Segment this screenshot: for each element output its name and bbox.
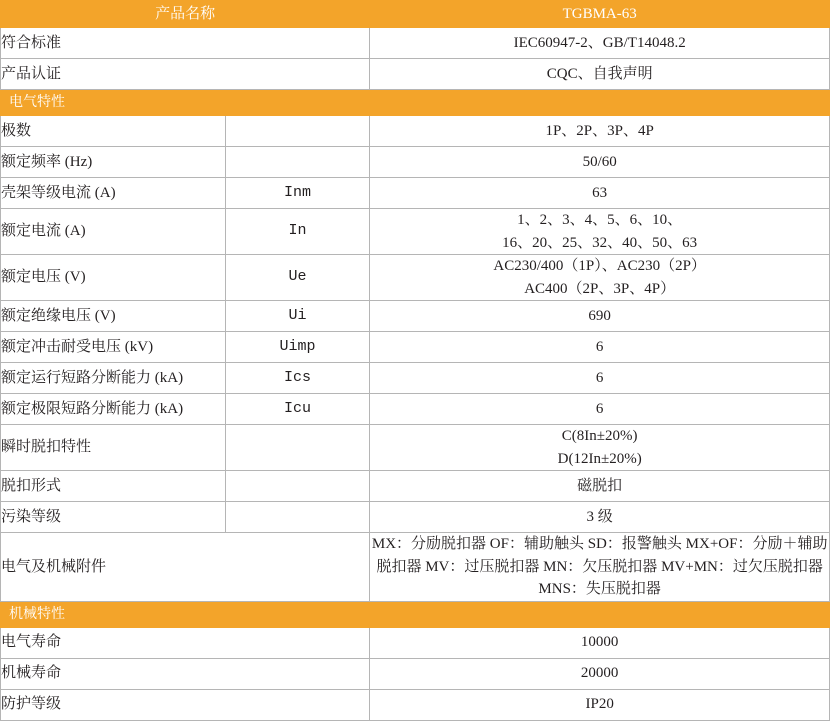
row-value: 20000 <box>370 658 830 689</box>
section-title: 机械特性 <box>1 601 830 627</box>
row-label: 额定电流 (A) <box>1 209 226 255</box>
row-symbol: Ue <box>225 255 370 301</box>
table-row <box>1 627 830 658</box>
row-value <box>370 363 830 394</box>
row-value: 10000 <box>370 627 830 658</box>
table-row <box>1 209 830 255</box>
table-row <box>1 394 830 425</box>
table-row-accessories <box>1 533 830 602</box>
row-value <box>370 533 830 602</box>
value-line: 50/60 <box>582 153 617 170</box>
row-symbol <box>225 425 370 471</box>
row-value <box>370 255 830 301</box>
value-line: 6 <box>595 400 604 417</box>
table-row <box>1 425 830 471</box>
row-label: 瞬时脱扣特性 <box>1 425 226 471</box>
value-line: 16、20、25、32、40、50、63 <box>502 234 698 251</box>
row-label: 脱扣形式 <box>1 471 226 502</box>
table-row <box>1 689 830 720</box>
row-label: 额定冲击耐受电压 (kV) <box>1 332 226 363</box>
header-product-name-label: 产品名称 <box>1 1 370 28</box>
row-value <box>370 147 830 178</box>
row-label: 机械寿命 <box>1 658 370 689</box>
table-row <box>1 28 830 59</box>
row-label: 产品认证 <box>1 59 370 90</box>
value-line: OF：辅助触头 <box>489 536 584 552</box>
spec-table-body <box>1 1 830 721</box>
section-header-mechanical <box>1 601 830 627</box>
value-line: MV：过压脱扣器 <box>425 558 540 575</box>
value-line: MNS：失压脱扣器 <box>538 581 661 597</box>
table-row <box>1 255 830 301</box>
row-symbol <box>225 116 370 147</box>
row-symbol <box>225 471 370 502</box>
value-line: 1、2、3、4、5、6、10、 <box>517 212 683 228</box>
row-label: 污染等级 <box>1 502 226 533</box>
row-value <box>370 116 830 147</box>
row-value <box>370 502 830 533</box>
row-label: 极数 <box>1 116 226 147</box>
row-value <box>370 471 830 502</box>
row-value <box>370 332 830 363</box>
row-label: 符合标准 <box>1 28 370 59</box>
table-header-row <box>1 1 830 28</box>
row-symbol <box>225 147 370 178</box>
value-line: AC400（2P、3P、4P） <box>524 280 676 297</box>
value-line: 690 <box>588 307 611 324</box>
table-row <box>1 59 830 90</box>
row-label: 额定绝缘电压 (V) <box>1 301 226 332</box>
row-symbol: Inm <box>225 178 370 209</box>
row-symbol: Ui <box>225 301 370 332</box>
row-value: CQC、自我声明 <box>370 59 830 90</box>
value-line: 6 <box>595 338 604 355</box>
value-line: MN：欠压脱扣器 <box>543 558 658 575</box>
row-value <box>370 301 830 332</box>
value-line: AC230/400（1P）、AC230（2P） <box>493 258 706 274</box>
table-row <box>1 301 830 332</box>
table-row <box>1 116 830 147</box>
value-line: 磁脱扣 <box>577 477 623 494</box>
row-symbol: Ics <box>225 363 370 394</box>
table-row <box>1 658 830 689</box>
row-value <box>370 178 830 209</box>
value-line: C(8In±20%) <box>561 428 638 444</box>
table-row <box>1 502 830 533</box>
row-value: IP20 <box>370 689 830 720</box>
value-line: 1P、2P、3P、4P <box>545 122 654 139</box>
row-label: 电气及机械附件 <box>1 533 370 602</box>
row-value: IEC60947-2、GB/T14048.2 <box>370 28 830 59</box>
value-line: 6 <box>595 369 604 386</box>
row-label: 防护等级 <box>1 689 370 720</box>
header-product-model: TGBMA-63 <box>370 1 830 28</box>
value-line: 63 <box>592 184 608 201</box>
value-line: 3 级 <box>586 508 613 525</box>
row-symbol: Uimp <box>225 332 370 363</box>
value-line: D(12In±20%) <box>557 450 642 467</box>
value-line: MX+OF：分励＋辅助脱扣器 <box>376 536 828 575</box>
table-row <box>1 332 830 363</box>
row-value <box>370 394 830 425</box>
row-label: 电气寿命 <box>1 627 370 658</box>
section-title: 电气特性 <box>1 90 830 116</box>
row-label: 额定频率 (Hz) <box>1 147 226 178</box>
table-row <box>1 363 830 394</box>
section-header-electrical <box>1 90 830 116</box>
row-value <box>370 209 830 255</box>
row-label: 额定极限短路分断能力 (kA) <box>1 394 226 425</box>
table-row <box>1 147 830 178</box>
row-value <box>370 425 830 471</box>
value-line: MV+MN：过欠压脱扣器 <box>661 558 823 575</box>
value-line: SD：报警触头 <box>587 536 682 552</box>
row-symbol <box>225 502 370 533</box>
value-line: MX：分励脱扣器 <box>371 536 487 552</box>
table-row <box>1 178 830 209</box>
row-label: 壳架等级电流 (A) <box>1 178 226 209</box>
row-symbol: In <box>225 209 370 255</box>
row-symbol: Icu <box>225 394 370 425</box>
table-row <box>1 471 830 502</box>
row-label: 额定电压 (V) <box>1 255 226 301</box>
row-label: 额定运行短路分断能力 (kA) <box>1 363 226 394</box>
